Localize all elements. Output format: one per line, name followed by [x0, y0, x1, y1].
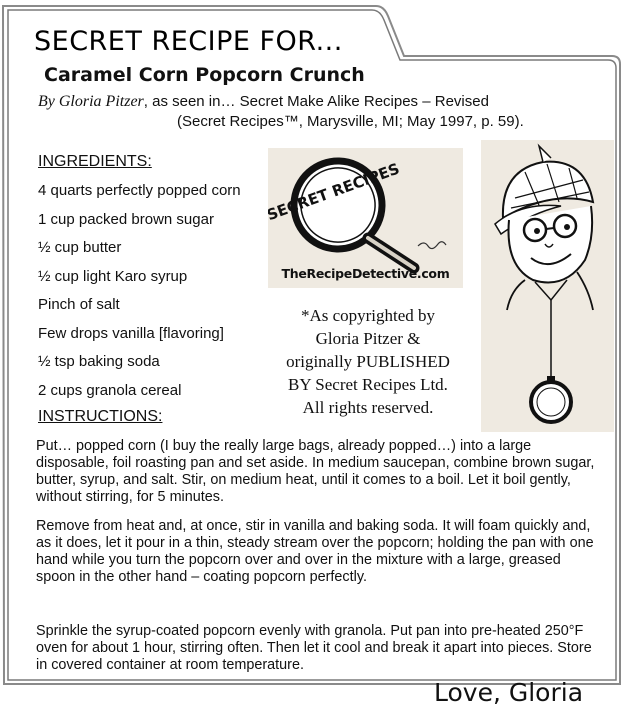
ingredient-item: 2 cups granola cereal	[38, 382, 182, 399]
byline-source: (Secret Recipes™, Marysville, MI; May 1997, p. 59).	[177, 113, 524, 130]
ingredient-item: Pinch of salt	[38, 296, 120, 313]
site-name: TheRecipeDetective.com	[281, 266, 450, 281]
copyright-line: All rights reserved.	[302, 398, 434, 417]
ingredient-item: 1 cup packed brown sugar	[38, 211, 214, 228]
instructions-heading: INSTRUCTIONS:	[38, 408, 163, 425]
ingredients-heading: INGREDIENTS:	[38, 153, 152, 170]
author-name: By Gloria Pitzer	[38, 93, 144, 110]
logo-badge-text: SECRET RECIPES	[268, 159, 402, 225]
detective-illustration	[481, 140, 614, 432]
copyright-line: originally PUBLISHED	[286, 352, 450, 371]
copyright-line: *As copyrighted by	[300, 306, 436, 325]
ingredient-item: ½ cup light Karo syrup	[38, 268, 188, 285]
copyright-notice	[268, 304, 468, 419]
instruction-paragraph: Put… popped corn (I buy the really large bags, already popped…) into a large disposable, foil roasting pan and set aside. In medium saucepan, combine brown sugar, butter, syrup, and salt. Stir, on medium heat, until it comes to a boil. Let it boil gently, without stirring, for 5 minutes.	[36, 438, 595, 505]
instruction-paragraph: Remove from heat and, at once, stir in vanilla and baking soda. It will foam quickly and, as it does, let it pour in a thin, steady stream over the popcorn; holding the pan with one hand while you turn the popcorn over and over in the mixture with a large, greased spoon in the other hand – coating popcorn perfectly.	[36, 518, 594, 585]
signature-scribble	[418, 242, 446, 249]
copyright-line: Gloria Pitzer &	[315, 329, 421, 348]
copyright-line: BY Secret Recipes Ltd.	[288, 375, 448, 394]
instruction-paragraph: Sprinkle the syrup-coated popcorn evenly with granola. Put pan into pre-heated 250°F oven for about 1 hour, stirring often. Then let it cool and break it apart into pieces. Store in covered container at room temperature.	[36, 623, 592, 673]
recipe-name: Caramel Corn Popcorn Crunch	[44, 64, 365, 86]
signoff: Love, Gloria	[434, 678, 584, 707]
ingredient-item: ½ cup butter	[38, 239, 122, 256]
byline	[38, 93, 489, 111]
page-title: SECRET RECIPE FOR...	[34, 26, 343, 57]
ingredient-item: ½ tsp baking soda	[38, 353, 160, 370]
ingredient-item: 4 quarts perfectly popped corn	[38, 182, 241, 199]
ingredient-item: Few drops vanilla [flavoring]	[38, 325, 224, 342]
detective-icon	[481, 140, 614, 432]
byline-text: , as seen in… Secret Make Alike Recipes – Revised	[143, 93, 489, 110]
